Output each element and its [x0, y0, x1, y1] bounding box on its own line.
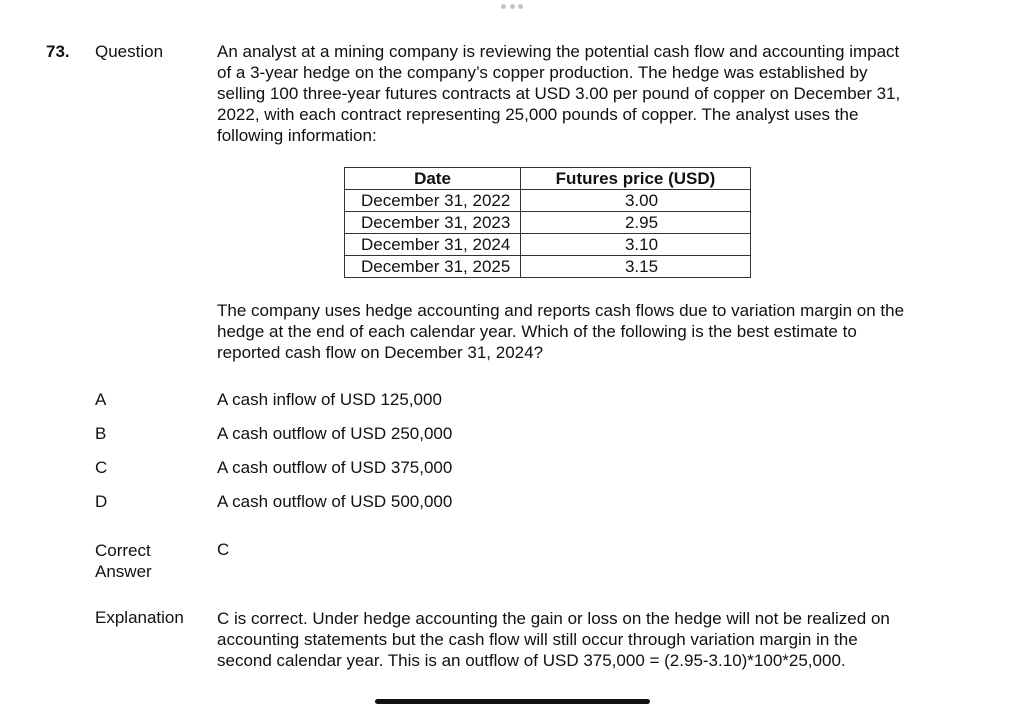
option-d-text: A cash outflow of USD 500,000 [217, 492, 453, 511]
option-a-letter: A [95, 390, 107, 409]
question-prompt: The company uses hedge accounting and reports cash flows due to variation margin on the hedge at the end of each calendar year. Which of the following is the best estimate to reported cash flow on December 31, 2024? [217, 301, 905, 362]
explanation-text: C is correct. Under hedge accounting the gain or loss on the hedge will not be realized on accounting statements but the cash flow will still occur through variation margin in the second calendar year. This is an outflow of USD 375,000 = (2.95-3.10)*100*25,000. [217, 609, 890, 670]
option-d-letter: D [95, 492, 108, 511]
dot [510, 4, 515, 9]
futures-price-table [344, 167, 751, 278]
table-row [345, 256, 751, 278]
question-stem: An analyst at a mining company is reviewing the potential cash flow and accounting impact of a 3-year hedge on the company’s copper production. The hedge was established by selling 100 three-year futures contracts at USD 3.00 per pound of copper on December 31, 2022, with each contract representing 25,000 pounds of copper. The analyst uses the following information: [217, 42, 901, 145]
table-row [345, 212, 751, 234]
cell-price: 3.10 [521, 234, 751, 256]
cell-date: December 31, 2025 [345, 256, 521, 278]
option-a-text: A cash inflow of USD 125,000 [217, 390, 442, 409]
explanation-label: Explanation [95, 608, 184, 627]
option-c-letter: C [95, 458, 108, 477]
column-header-futures-price: Futures price (USD) [521, 168, 751, 190]
option-b-letter: B [95, 424, 107, 443]
cell-price: 2.95 [521, 212, 751, 234]
table-header-row [345, 168, 751, 190]
dot [501, 4, 506, 9]
table-row [345, 234, 751, 256]
cell-date: December 31, 2024 [345, 234, 521, 256]
correct-answer-value: C [217, 540, 230, 559]
dot [518, 4, 523, 9]
option-c-text: A cash outflow of USD 375,000 [217, 458, 453, 477]
cell-date: December 31, 2023 [345, 212, 521, 234]
option-b-text: A cash outflow of USD 250,000 [217, 424, 453, 443]
more-options-icon[interactable] [501, 4, 523, 9]
question-label: Question [95, 42, 164, 61]
cell-price: 3.00 [521, 190, 751, 212]
table-row [345, 190, 751, 212]
cell-date: December 31, 2022 [345, 190, 521, 212]
question-number: 73. [46, 42, 70, 61]
cell-price: 3.15 [521, 256, 751, 278]
home-indicator[interactable] [375, 699, 650, 704]
column-header-date: Date [345, 168, 521, 190]
correct-answer-label: Correct Answer [95, 541, 152, 581]
